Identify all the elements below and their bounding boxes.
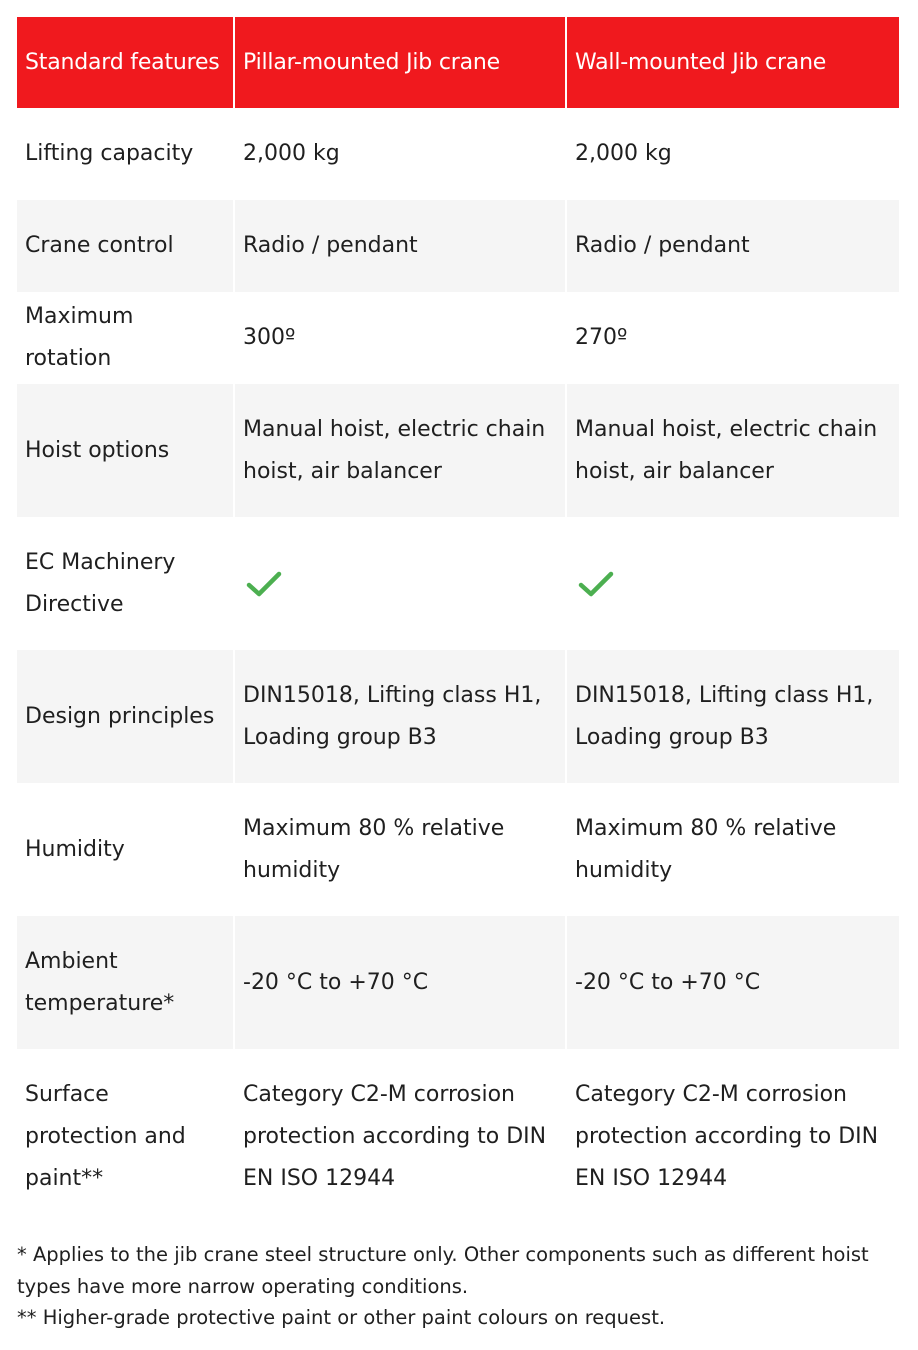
feature-cell: EC Machinery Directive	[17, 517, 235, 650]
wall-value-cell: -20 °C to +70 °C	[567, 916, 899, 1049]
pillar-value-cell: 300º	[235, 292, 567, 384]
checkmark-icon	[575, 563, 617, 605]
wall-value-cell: Category C2-M corrosion protection according to DIN EN ISO 12944	[567, 1049, 899, 1224]
feature-cell: Lifting capacity	[17, 108, 235, 200]
table-row	[17, 292, 899, 384]
table-row	[17, 1049, 899, 1224]
pillar-value-cell: -20 °C to +70 °C	[235, 916, 567, 1049]
wall-value-cell	[567, 517, 899, 650]
table-row	[17, 783, 899, 916]
pillar-value-cell	[235, 517, 567, 650]
feature-cell: Crane control	[17, 200, 235, 292]
footnotes	[17, 1239, 899, 1334]
feature-cell: Ambient temperature*	[17, 916, 235, 1049]
header-pillar-mounted: Pillar-mounted Jib crane	[235, 17, 567, 108]
feature-cell: Hoist options	[17, 384, 235, 517]
features-comparison-table	[17, 17, 899, 1224]
wall-value-cell: 270º	[567, 292, 899, 384]
header-wall-mounted: Wall-mounted Jib crane	[567, 17, 899, 108]
table-row	[17, 517, 899, 650]
pillar-value-cell: Category C2-M corrosion protection according to DIN EN ISO 12944	[235, 1049, 567, 1224]
feature-cell: Maximum rotation	[17, 292, 235, 384]
wall-value-cell: Maximum 80 % relative humidity	[567, 783, 899, 916]
pillar-value-cell: Maximum 80 % relative humidity	[235, 783, 567, 916]
pillar-value-cell: DIN15018, Lifting class H1, Loading group B3	[235, 650, 567, 783]
table-row	[17, 200, 899, 292]
header-standard-features: Standard features	[17, 17, 235, 108]
table-row	[17, 384, 899, 517]
feature-cell: Surface protection and paint**	[17, 1049, 235, 1224]
wall-value-cell: Radio / pendant	[567, 200, 899, 292]
footnote-paint: ** Higher-grade protective paint or other paint colours on request.	[17, 1306, 666, 1329]
pillar-value-cell: Radio / pendant	[235, 200, 567, 292]
footnote-steel-structure: * Applies to the jib crane steel structure only. Other components such as different hoist types have more narrow operating conditions.	[17, 1243, 869, 1298]
table-row	[17, 650, 899, 783]
feature-cell: Humidity	[17, 783, 235, 916]
wall-value-cell: DIN15018, Lifting class H1, Loading group B3	[567, 650, 899, 783]
table-row	[17, 916, 899, 1049]
wall-value-cell: 2,000 kg	[567, 108, 899, 200]
wall-value-cell: Manual hoist, electric chain hoist, air balancer	[567, 384, 899, 517]
table-row	[17, 108, 899, 200]
pillar-value-cell: Manual hoist, electric chain hoist, air balancer	[235, 384, 567, 517]
checkmark-icon	[243, 563, 285, 605]
table-header-row	[17, 17, 899, 108]
feature-cell: Design principles	[17, 650, 235, 783]
pillar-value-cell: 2,000 kg	[235, 108, 567, 200]
